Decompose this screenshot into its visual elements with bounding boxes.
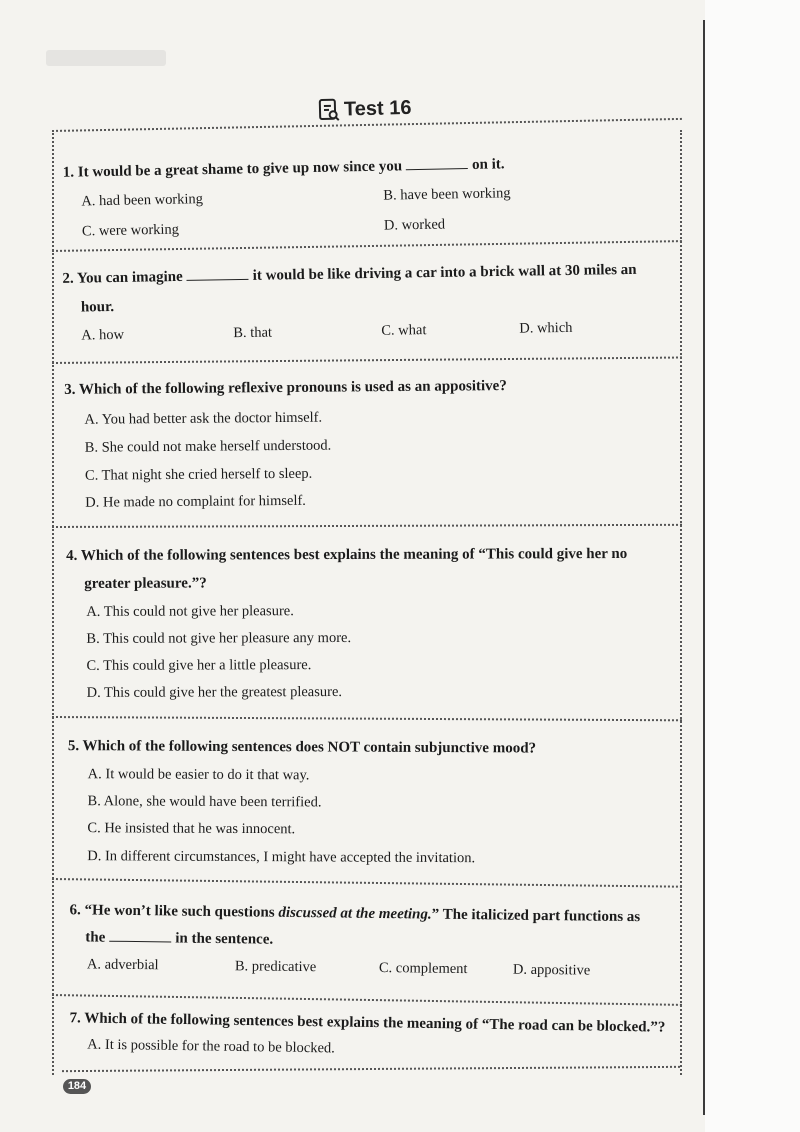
option-c[interactable]: C. were working	[81, 221, 180, 240]
title-text: Test 16	[343, 96, 412, 121]
question-5	[51, 716, 682, 881]
question-3	[52, 357, 683, 526]
question-2	[52, 240, 684, 358]
option-a[interactable]: A. You had better ask the doctor himself.	[84, 409, 323, 428]
option-b[interactable]: B. She could not make herself understood.	[84, 437, 332, 456]
question-stem: 5. Which of the following sentences does NOT contain subjunctive mood?	[67, 738, 537, 757]
question-4	[52, 524, 683, 720]
option-a[interactable]: A. This could not give her pleasure.	[86, 603, 294, 620]
document-icon	[318, 98, 341, 123]
question-1	[52, 118, 684, 244]
page-edge	[703, 20, 705, 1115]
option-c[interactable]: C. what	[381, 322, 427, 339]
option-c[interactable]: C. He insisted that he was innocent.	[87, 820, 296, 838]
page-margin-shade	[705, 0, 800, 1132]
option-d[interactable]: D. This could give her the greatest pleasure.	[86, 683, 343, 701]
question-stem: 7. Which of the following sentences best explains the meaning of “The road can be blocked.”?	[69, 1010, 666, 1036]
page-number-badge: 184	[63, 1079, 91, 1094]
question-stem: 1. It would be a great shame to give up now since you on it.	[62, 156, 505, 181]
option-b[interactable]: B. that	[233, 324, 273, 342]
question-stem: 3. Which of the following reflexive pronouns is used as an appositive?	[64, 378, 507, 398]
answer-blank	[109, 929, 171, 943]
option-b[interactable]: B. predicative	[234, 958, 317, 976]
question-stem-continued: greater pleasure.”?	[84, 575, 207, 592]
option-a[interactable]: A. adverbial	[86, 956, 159, 974]
question-7	[51, 994, 682, 1076]
page-title	[318, 93, 412, 125]
option-b[interactable]: B. Alone, she would have been terrified.	[87, 793, 322, 811]
question-stem-continued: hour.	[80, 299, 115, 316]
option-d[interactable]: D. He made no complaint for himself.	[85, 492, 306, 511]
option-a[interactable]: A. It is possible for the road to be blocked.	[87, 1036, 335, 1057]
question-stem: 2. You can imagine it would be like driving a car into a brick wall at 30 miles an	[62, 261, 637, 287]
answer-blank	[187, 267, 249, 281]
option-b[interactable]: B. This could not give her pleasure any more.	[86, 629, 352, 647]
option-b[interactable]: B. have been working	[383, 185, 511, 204]
option-d[interactable]: D. which	[519, 319, 573, 337]
option-c[interactable]: C. That night she cried herself to sleep.	[84, 465, 313, 484]
question-stem-continued: the in the sentence.	[85, 929, 274, 948]
italic-phrase: discussed at the meeting.	[278, 904, 432, 923]
question-6	[51, 878, 682, 998]
option-a[interactable]: A. had been working	[81, 191, 204, 210]
answer-blank	[406, 156, 468, 170]
option-d[interactable]: D. appositive	[512, 961, 591, 979]
option-c[interactable]: C. complement	[378, 960, 468, 978]
option-c[interactable]: C. This could give her a little pleasure.	[86, 657, 312, 674]
bleed-through-mark	[46, 50, 166, 66]
option-d[interactable]: D. worked	[383, 216, 446, 234]
question-stem: 4. Which of the following sentences best explains the meaning of “This could give her no	[66, 545, 628, 564]
option-d[interactable]: D. In different circumstances, I might have accepted the invitation.	[87, 848, 476, 867]
question-stem: 6. “He won’t like such questions discussed at the meeting.” The italicized part functions as	[69, 902, 641, 926]
option-a[interactable]: A. It would be easier to do it that way.	[87, 766, 310, 784]
option-a[interactable]: A. how	[81, 326, 125, 344]
